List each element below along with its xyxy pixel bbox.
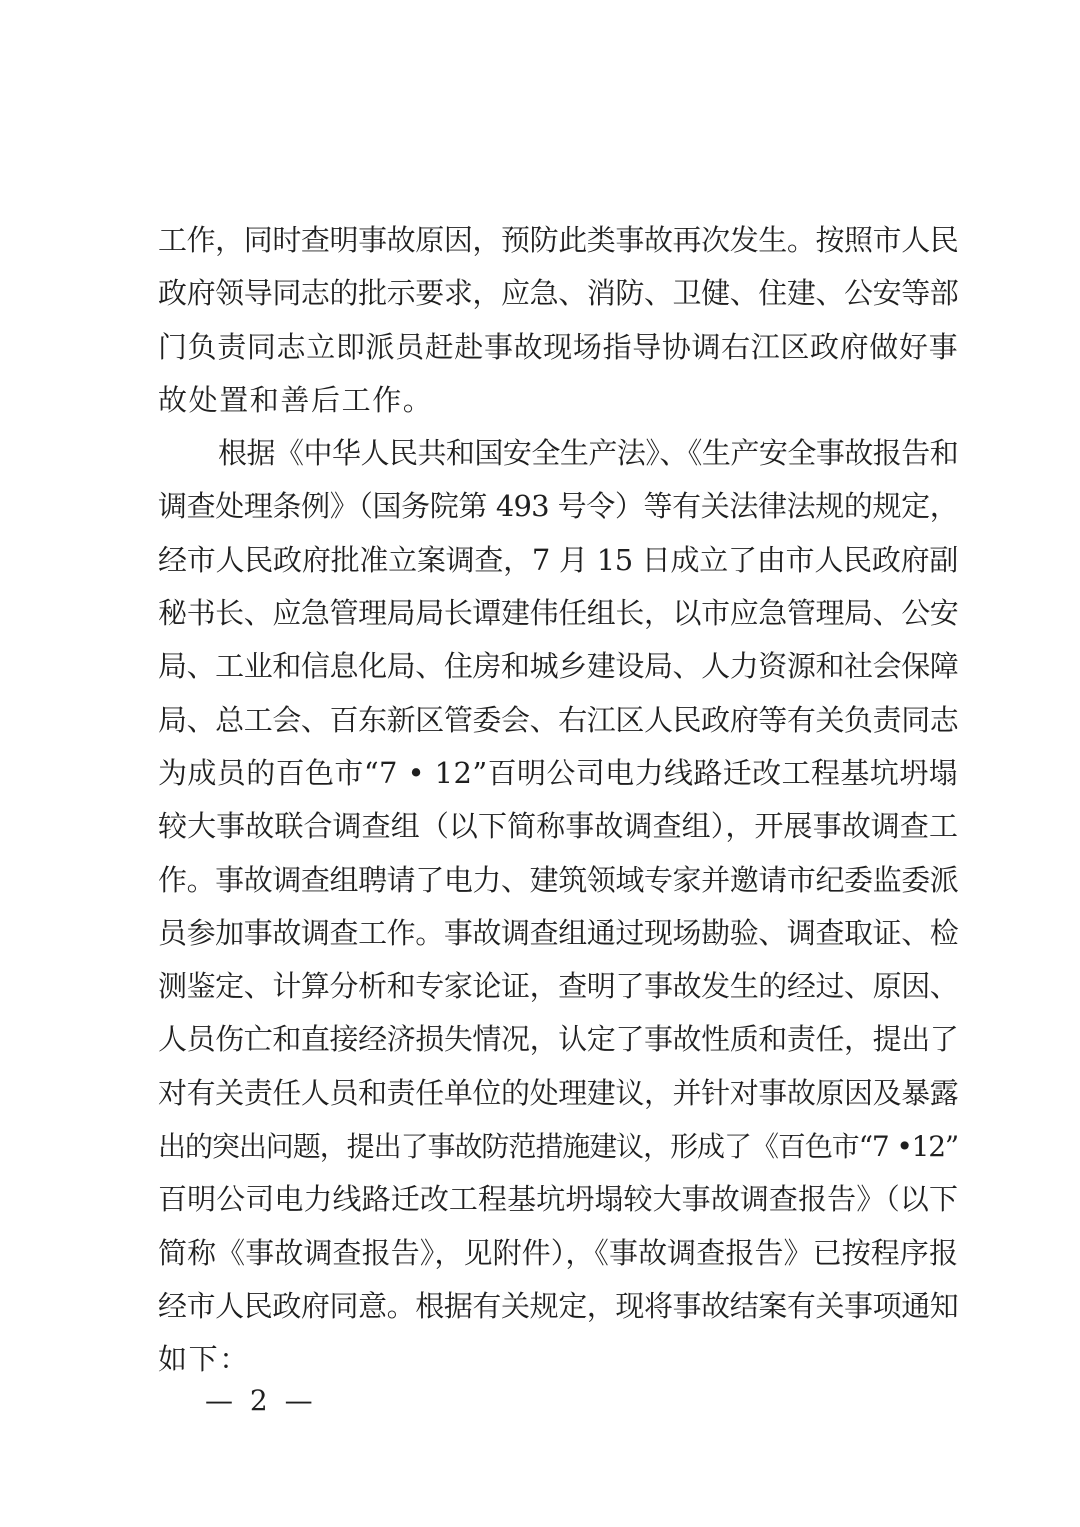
text-line: 如下： xyxy=(158,1342,250,1377)
page-number: — 2 — xyxy=(205,1384,317,1417)
text-line: 门负责同志立即派员赶赴事故现场指导协调右江区政府做好事 xyxy=(158,329,958,364)
text-line: 工作，同时查明事故原因，预防此类事故再次发生。按照市人民 xyxy=(158,223,958,257)
text-line: 百明公司电力线路迁改工程基坑坍塌较大事故调查报告》（以下 xyxy=(158,1182,958,1217)
text-line: 测鉴定、计算分析和专家论证，查明了事故发生的经过、原因、 xyxy=(158,969,958,1004)
paragraph-2 xyxy=(158,427,958,1386)
text-line: 局、总工会、百东新区管委会、右江区人民政府等有关负责同志 xyxy=(158,702,958,737)
text-line: 秘书长、应急管理局局长谭建伟任组长，以市应急管理局、公安 xyxy=(158,596,958,631)
text-line: 局、工业和信息化局、住房和城乡建设局、人力资源和社会保障 xyxy=(158,649,958,684)
text-line: 经市人民政府同意。根据有关规定，现将事故结案有关事项通知 xyxy=(158,1288,958,1323)
text-line: 调查处理条例》（国务院第 493 号令）等有关法律法规的规定， xyxy=(158,489,958,524)
document-body xyxy=(158,214,958,1387)
text-line: 经市人民政府批准立案调查，7 月 15 日成立了由市人民政府副 xyxy=(158,542,958,577)
text-line: 简称《事故调查报告》，见附件），《事故调查报告》已按程序报 xyxy=(158,1235,958,1270)
text-line: 为成员的百色市“7 • 12”百明公司电力线路迁改工程基坑坍塌 xyxy=(158,755,958,790)
text-line: 故处置和善后工作。 xyxy=(158,382,434,417)
text-line: 根据《中华人民共和国安全生产法》、《生产安全事故报告和 xyxy=(218,436,958,471)
text-line: 较大事故联合调查组（以下简称事故调查组），开展事故调查工 xyxy=(158,809,958,844)
text-line: 人员伤亡和直接经济损失情况，认定了事故性质和责任，提出了 xyxy=(158,1022,958,1057)
text-line: 对有关责任人员和责任单位的处理建议，并针对事故原因及暴露 xyxy=(158,1075,958,1110)
text-line: 政府领导同志的批示要求，应急、消防、卫健、住建、公安等部 xyxy=(158,276,958,311)
paragraph-1 xyxy=(158,214,958,427)
text-line: 出的突出问题，提出了事故防范措施建议，形成了《百色市“7 •12” xyxy=(158,1130,958,1164)
text-line: 作。事故调查组聘请了电力、建筑领域专家并邀请市纪委监委派 xyxy=(158,862,958,897)
text-line: 员参加事故调查工作。事故调查组通过现场勘验、调查取证、检 xyxy=(158,915,958,950)
